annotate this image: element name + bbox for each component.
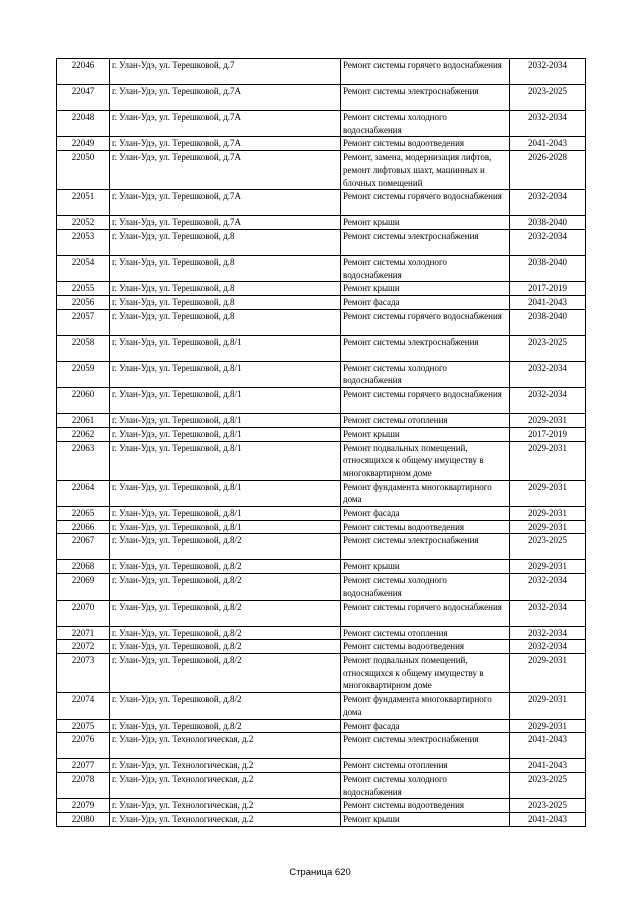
- table-row: [57, 427, 586, 441]
- period-cell: 2032-2034: [510, 59, 586, 85]
- row-number: 22067: [57, 534, 110, 560]
- address-cell: г. Улан-Удэ, ул. Терешковой, д.8/1: [110, 414, 341, 428]
- work-type-cell: Ремонт крыши: [341, 560, 510, 574]
- work-type-cell: Ремонт системы электроснабжения: [341, 534, 510, 560]
- work-type-cell: Ремонт системы электроснабжения: [341, 85, 510, 111]
- address-cell: г. Улан-Удэ, ул. Терешковой, д.8/2: [110, 600, 341, 626]
- row-number: 22074: [57, 693, 110, 719]
- row-number: 22077: [57, 759, 110, 773]
- address-cell: г. Улан-Удэ, ул. Терешковой, д.7А: [110, 137, 341, 151]
- row-number: 22080: [57, 813, 110, 827]
- row-number: 22050: [57, 151, 110, 190]
- table-row: [57, 574, 586, 600]
- work-type-cell: Ремонт, замена, модернизация лифтов, ремонт лифтовых шахт, машинных и блочных помещений: [341, 151, 510, 190]
- row-number: 22066: [57, 520, 110, 534]
- table-row: [57, 441, 586, 480]
- period-cell: 2026-2028: [510, 151, 586, 190]
- work-type-cell: Ремонт подвальных помещений, относящихся к общему имуществу в многоквартирном доме: [341, 653, 510, 692]
- table-row: [57, 507, 586, 521]
- period-cell: 2029-2031: [510, 507, 586, 521]
- row-number: 22063: [57, 441, 110, 480]
- address-cell: г. Улан-Удэ, ул. Терешковой, д.8/1: [110, 480, 341, 506]
- table-row: [57, 335, 586, 361]
- table-row: [57, 282, 586, 296]
- work-type-cell: Ремонт системы отопления: [341, 759, 510, 773]
- period-cell: 2023-2025: [510, 85, 586, 111]
- table-row: [57, 190, 586, 216]
- work-type-cell: Ремонт системы отопления: [341, 626, 510, 640]
- row-number: 22073: [57, 653, 110, 692]
- address-cell: г. Улан-Удэ, ул. Терешковой, д.8/1: [110, 507, 341, 521]
- period-cell: 2017-2019: [510, 282, 586, 296]
- work-type-cell: Ремонт системы отопления: [341, 414, 510, 428]
- address-cell: г. Улан-Удэ, ул. Терешковой, д.7А: [110, 151, 341, 190]
- repair-schedule-table: [56, 58, 586, 827]
- page-number: Страница 620: [289, 867, 351, 878]
- row-number: 22061: [57, 414, 110, 428]
- address-cell: г. Улан-Удэ, ул. Терешковой, д.8/1: [110, 441, 341, 480]
- row-number: 22048: [57, 111, 110, 137]
- table-row: [57, 137, 586, 151]
- address-cell: г. Улан-Удэ, ул. Терешковой, д.8: [110, 229, 341, 255]
- period-cell: 2038-2040: [510, 255, 586, 281]
- period-cell: 2032-2034: [510, 600, 586, 626]
- row-number: 22078: [57, 772, 110, 798]
- work-type-cell: Ремонт системы холодного водоснабжения: [341, 574, 510, 600]
- table-row: [57, 560, 586, 574]
- work-type-cell: Ремонт системы горячего водоснабжения: [341, 309, 510, 335]
- table-row: [57, 361, 586, 387]
- address-cell: г. Улан-Удэ, ул. Терешковой, д.8/2: [110, 534, 341, 560]
- address-cell: г. Улан-Удэ, ул. Терешковой, д.8/1: [110, 335, 341, 361]
- address-cell: г. Улан-Удэ, ул. Терешковой, д.8/1: [110, 427, 341, 441]
- row-number: 22062: [57, 427, 110, 441]
- period-cell: 2041-2043: [510, 733, 586, 759]
- table-row: [57, 480, 586, 506]
- row-number: 22057: [57, 309, 110, 335]
- row-number: 22068: [57, 560, 110, 574]
- work-type-cell: Ремонт системы холодного водоснабжения: [341, 255, 510, 281]
- address-cell: г. Улан-Удэ, ул. Терешковой, д.8/2: [110, 626, 341, 640]
- work-type-cell: Ремонт системы холодного водоснабжения: [341, 111, 510, 137]
- work-type-cell: Ремонт системы горячего водоснабжения: [341, 190, 510, 216]
- period-cell: 2041-2043: [510, 759, 586, 773]
- period-cell: 2029-2031: [510, 560, 586, 574]
- table-row: [57, 640, 586, 654]
- period-cell: 2038-2040: [510, 216, 586, 230]
- address-cell: г. Улан-Удэ, ул. Терешковой, д.7А: [110, 111, 341, 137]
- address-cell: г. Улан-Удэ, ул. Терешковой, д.8/2: [110, 574, 341, 600]
- address-cell: г. Улан-Удэ, ул. Терешковой, д.8/1: [110, 520, 341, 534]
- table-row: [57, 534, 586, 560]
- period-cell: 2032-2034: [510, 626, 586, 640]
- period-cell: 2029-2031: [510, 414, 586, 428]
- table-row: [57, 229, 586, 255]
- table-row: [57, 759, 586, 773]
- row-number: 22056: [57, 296, 110, 310]
- address-cell: г. Улан-Удэ, ул. Терешковой, д.8/2: [110, 693, 341, 719]
- work-type-cell: Ремонт системы электроснабжения: [341, 229, 510, 255]
- address-cell: г. Улан-Удэ, ул. Терешковой, д.8/2: [110, 719, 341, 733]
- row-number: 22076: [57, 733, 110, 759]
- address-cell: г. Улан-Удэ, ул. Терешковой, д.8/2: [110, 640, 341, 654]
- row-number: 22047: [57, 85, 110, 111]
- work-type-cell: Ремонт системы холодного водоснабжения: [341, 772, 510, 798]
- address-cell: г. Улан-Удэ, ул. Технологическая, д.2: [110, 772, 341, 798]
- address-cell: г. Улан-Удэ, ул. Терешковой, д.8: [110, 296, 341, 310]
- row-number: 22049: [57, 137, 110, 151]
- table-row: [57, 216, 586, 230]
- row-number: 22072: [57, 640, 110, 654]
- address-cell: г. Улан-Удэ, ул. Технологическая, д.2: [110, 813, 341, 827]
- period-cell: 2029-2031: [510, 719, 586, 733]
- period-cell: 2032-2034: [510, 229, 586, 255]
- work-type-cell: Ремонт системы водоотведения: [341, 520, 510, 534]
- table-row: [57, 626, 586, 640]
- table-row: [57, 309, 586, 335]
- work-type-cell: Ремонт системы электроснабжения: [341, 733, 510, 759]
- work-type-cell: Ремонт крыши: [341, 813, 510, 827]
- row-number: 22055: [57, 282, 110, 296]
- row-number: 22051: [57, 190, 110, 216]
- address-cell: г. Улан-Удэ, ул. Технологическая, д.2: [110, 733, 341, 759]
- row-number: 22053: [57, 229, 110, 255]
- period-cell: 2029-2031: [510, 480, 586, 506]
- period-cell: 2041-2043: [510, 296, 586, 310]
- period-cell: 2029-2031: [510, 520, 586, 534]
- table-row: [57, 59, 586, 85]
- table-row: [57, 813, 586, 827]
- row-number: 22070: [57, 600, 110, 626]
- work-type-cell: Ремонт фасада: [341, 507, 510, 521]
- table-row: [57, 520, 586, 534]
- work-type-cell: Ремонт системы горячего водоснабжения: [341, 600, 510, 626]
- address-cell: г. Улан-Удэ, ул. Терешковой, д.8/1: [110, 361, 341, 387]
- row-number: 22064: [57, 480, 110, 506]
- row-number: 22075: [57, 719, 110, 733]
- period-cell: 2029-2031: [510, 441, 586, 480]
- row-number: 22069: [57, 574, 110, 600]
- period-cell: 2023-2025: [510, 799, 586, 813]
- period-cell: 2017-2019: [510, 427, 586, 441]
- period-cell: 2029-2031: [510, 653, 586, 692]
- work-type-cell: Ремонт системы холодного водоснабжения: [341, 361, 510, 387]
- address-cell: г. Улан-Удэ, ул. Терешковой, д.8: [110, 255, 341, 281]
- period-cell: 2023-2025: [510, 534, 586, 560]
- row-number: 22054: [57, 255, 110, 281]
- period-cell: 2032-2034: [510, 574, 586, 600]
- address-cell: г. Улан-Удэ, ул. Технологическая, д.2: [110, 799, 341, 813]
- table-row: [57, 388, 586, 414]
- period-cell: 2041-2043: [510, 137, 586, 151]
- address-cell: г. Улан-Удэ, ул. Терешковой, д.8: [110, 282, 341, 296]
- row-number: 22065: [57, 507, 110, 521]
- period-cell: 2029-2031: [510, 693, 586, 719]
- row-number: 22060: [57, 388, 110, 414]
- table-row: [57, 151, 586, 190]
- table-row: [57, 693, 586, 719]
- work-type-cell: Ремонт фасада: [341, 719, 510, 733]
- work-type-cell: Ремонт фасада: [341, 296, 510, 310]
- row-number: 22059: [57, 361, 110, 387]
- row-number: 22046: [57, 59, 110, 85]
- work-type-cell: Ремонт подвальных помещений, относящихся к общему имуществу в многоквартирном доме: [341, 441, 510, 480]
- address-cell: г. Улан-Удэ, ул. Терешковой, д.7А: [110, 216, 341, 230]
- period-cell: 2023-2025: [510, 772, 586, 798]
- work-type-cell: Ремонт системы водоотведения: [341, 640, 510, 654]
- work-type-cell: Ремонт системы электроснабжения: [341, 335, 510, 361]
- address-cell: г. Улан-Удэ, ул. Терешковой, д.8/1: [110, 388, 341, 414]
- table-row: [57, 733, 586, 759]
- work-type-cell: Ремонт крыши: [341, 282, 510, 296]
- table-row: [57, 719, 586, 733]
- work-type-cell: Ремонт системы водоотведения: [341, 799, 510, 813]
- address-cell: г. Улан-Удэ, ул. Терешковой, д.8/2: [110, 560, 341, 574]
- period-cell: 2032-2034: [510, 640, 586, 654]
- address-cell: г. Улан-Удэ, ул. Терешковой, д.7: [110, 59, 341, 85]
- period-cell: 2032-2034: [510, 190, 586, 216]
- work-type-cell: Ремонт системы горячего водоснабжения: [341, 388, 510, 414]
- address-cell: г. Улан-Удэ, ул. Технологическая, д.2: [110, 759, 341, 773]
- period-cell: 2038-2040: [510, 309, 586, 335]
- work-type-cell: Ремонт системы водоотведения: [341, 137, 510, 151]
- row-number: 22058: [57, 335, 110, 361]
- period-cell: 2032-2034: [510, 388, 586, 414]
- table-row: [57, 600, 586, 626]
- work-type-cell: Ремонт крыши: [341, 427, 510, 441]
- table-row: [57, 772, 586, 798]
- table-row: [57, 653, 586, 692]
- table-row: [57, 414, 586, 428]
- table-row: [57, 799, 586, 813]
- work-type-cell: Ремонт фундамента многоквартирного дома: [341, 693, 510, 719]
- row-number: 22079: [57, 799, 110, 813]
- work-type-cell: Ремонт фундамента многоквартирного дома: [341, 480, 510, 506]
- table-row: [57, 255, 586, 281]
- address-cell: г. Улан-Удэ, ул. Терешковой, д.8: [110, 309, 341, 335]
- address-cell: г. Улан-Удэ, ул. Терешковой, д.7А: [110, 85, 341, 111]
- address-cell: г. Улан-Удэ, ул. Терешковой, д.7А: [110, 190, 341, 216]
- work-type-cell: Ремонт крыши: [341, 216, 510, 230]
- row-number: 22071: [57, 626, 110, 640]
- period-cell: 2032-2034: [510, 111, 586, 137]
- table-row: [57, 296, 586, 310]
- table-body: [57, 59, 586, 827]
- row-number: 22052: [57, 216, 110, 230]
- period-cell: 2041-2043: [510, 813, 586, 827]
- address-cell: г. Улан-Удэ, ул. Терешковой, д.8/2: [110, 653, 341, 692]
- table-row: [57, 85, 586, 111]
- work-type-cell: Ремонт системы горячего водоснабжения: [341, 59, 510, 85]
- period-cell: 2023-2025: [510, 335, 586, 361]
- table-row: [57, 111, 586, 137]
- period-cell: 2032-2034: [510, 361, 586, 387]
